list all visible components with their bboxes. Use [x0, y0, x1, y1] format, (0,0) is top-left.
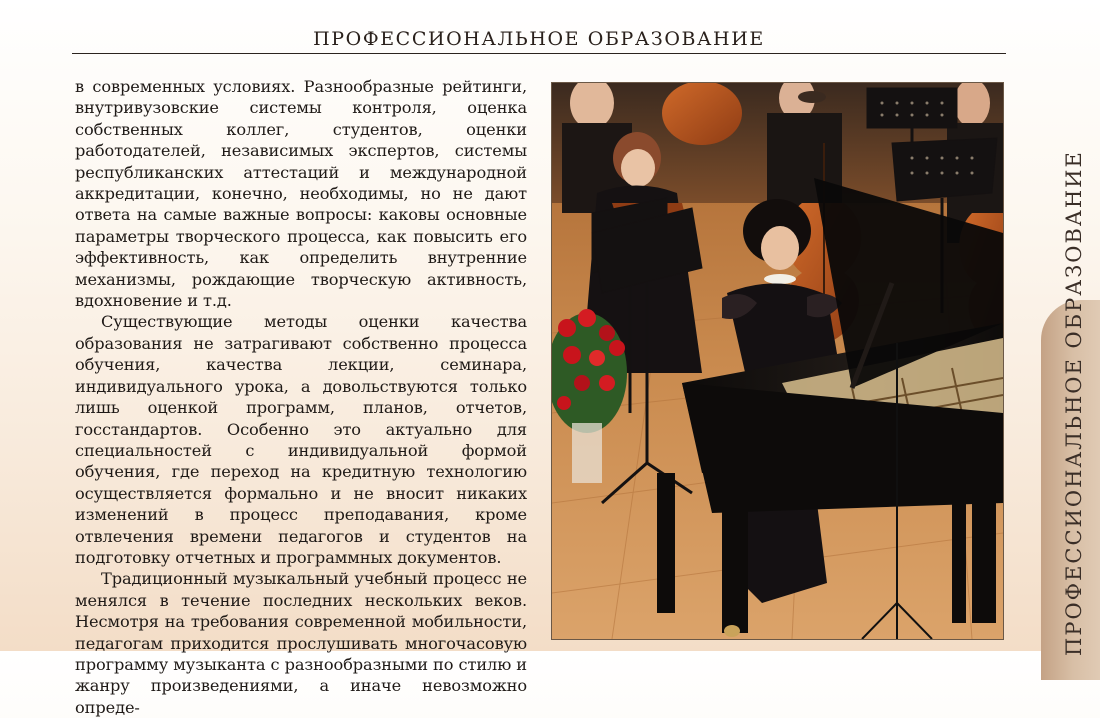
paragraph-3: Традиционный музыкальный учебный процесс не менялся в течение последних нескольких веков. Несмотря на требования современной мобильности, педагогам приходится прослушивать многочасовую программу музыканта с разнообразными по стилю и жанру произведениями, а иначе невозможно опреде- — [75, 569, 527, 717]
article-column — [75, 76, 527, 718]
concert-photo — [551, 82, 1004, 640]
page-header-title: ПРОФЕССИОНАЛЬНОЕ ОБРАЗОВАНИЕ — [313, 28, 765, 50]
paragraph-2: Существующие методы оценки качества образования не затрагивают собственно процесса обучения, качества лекции, семинара, индивидуального урока, а довольствуются только лишь оценкой программ, планов, отчетов, госстандартов. Особенно это актуально для специальностей с индивидуальной формой обучения, где переход на кредитную технологию осуществляется формально и не вносит никаких изменений в процесс преподавания, кроме отвлечения времени педагогов и студентов на подготовку отчетных и программных документов. — [75, 312, 527, 567]
header-divider — [72, 53, 1006, 54]
section-side-label: ПРОФЕССИОНАЛЬНОЕ ОБРАЗОВАНИЕ — [1062, 150, 1086, 656]
paragraph-1: в современных условиях. Разнообразные рейтинги, внутривузовские системы контроля, оценка собственных коллег, студентов, оценки работодателей, независимых экспертов, системы республиканских аттестаций и международной аккредитации, конечно, необходимы, но не дают ответа на самые важные вопросы: каковы основные параметры творческого процесса, как повысить его эффективность, как определить внутренние механизмы, рождающие творческую активность, вдохновение и т.д. — [75, 77, 527, 311]
concert-photo-illustration — [552, 83, 1003, 639]
